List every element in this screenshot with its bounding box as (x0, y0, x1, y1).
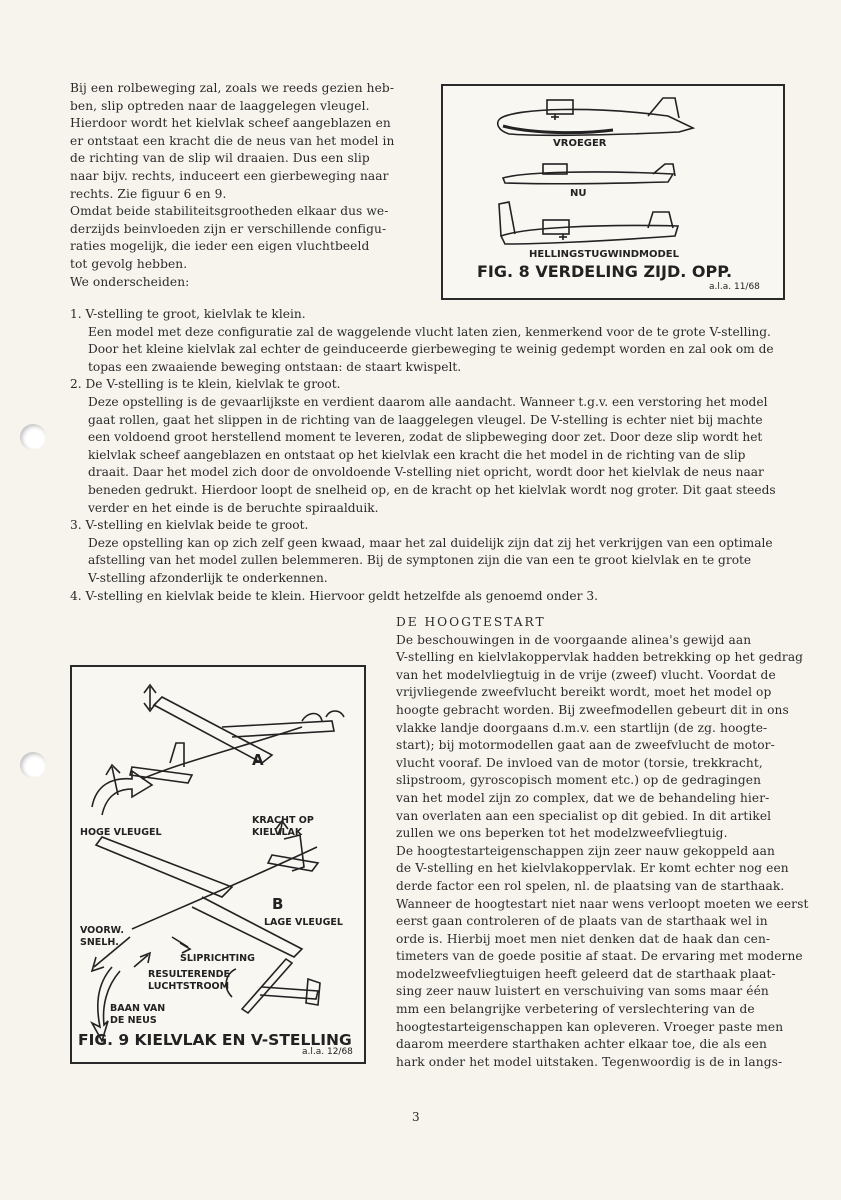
list-item-line: verder en het einde is de beruchte spiraalduik. (88, 500, 379, 515)
section-line: hoogte gebracht worden. Bij zweefmodellen gebeurt dit in ons (396, 702, 789, 717)
glider-nu-fuselage (503, 172, 673, 184)
model-a-stabilizer (130, 767, 192, 783)
list-item-line: Door het kleine kielvlak zal echter de geinduceerde gierbeweging te weinig gedempt worden en zal ook om de (88, 342, 774, 357)
fig9-label-result2: LUCHTSTROOM (148, 981, 230, 992)
section-title: DE HOOGTESTART (396, 615, 546, 629)
arrow-up-down-icon (144, 685, 156, 711)
section-line: V-stelling en kielvlakoppervlak hadden betrekking op het gedrag (396, 650, 804, 665)
section-line: hoogtestarteigenschappen kan opleveren. Vroeger paste men (396, 1019, 784, 1034)
list-item-line: draait. Daar het model zich door de onvoldoende V-stelling niet opricht, wordt door het kielvlak de neus naar (88, 465, 764, 480)
list-item-line: gaat rollen, gaat het slippen in de richting van de laaggelegen vleugel. De V-stelling is echter niet bij machte (88, 412, 763, 427)
section-line: sing zeer nauw luistert en verschuiving van soms maar één (396, 984, 769, 999)
intro-line: de richting van de slip wil draaien. Dus een slip (70, 151, 370, 166)
section-line: timeters van de goede positie af staat. De ervaring met moderne (396, 949, 803, 964)
fig8-caption: FIG. 8 VERDELING ZIJD. OPP. (477, 262, 733, 281)
fig9-label-baan2: DE NEUS (110, 1015, 157, 1026)
arrow-slip-icon (172, 937, 190, 953)
model-b-wing-left (96, 837, 232, 897)
fig9-label-b: B (272, 895, 284, 913)
glider-helling-fuselage (501, 225, 678, 244)
glider-vroeger-keel (503, 126, 613, 133)
fig9-label-voorw1: VOORW. (80, 925, 124, 936)
model-a-fin (170, 743, 184, 767)
list-item-heading: 3. V-stelling en kielvlak beide te groot. (70, 518, 309, 533)
list-item-line: een voldoend groot herstellend moment te leveren, zodat de slipbeweging door zet. Door deze slip wordt het (88, 430, 763, 445)
figure-8 (441, 84, 785, 300)
intro-line: er ontstaat een kracht die de neus van het model in (70, 133, 395, 148)
section-line: zullen we ons beperken tot het modelzweefvliegtuig. (396, 826, 728, 841)
fig9-label-kracht1: KRACHT OP (252, 815, 314, 826)
intro-line: derzijds beinvloeden zijn er verschillende configu- (70, 221, 387, 236)
intro-line: raties mogelijk, die ieder een eigen vluchtbeeld (70, 239, 370, 254)
section-line: derde factor een rol spelen, nl. de plaatsing van de starthaak. (396, 878, 785, 893)
model-b-fin (284, 835, 304, 871)
list-item-heading: 1. V-stelling te groot, kielvlak te klein. (70, 307, 306, 321)
figure-9 (70, 665, 366, 1064)
section-line: van het modelvliegtuig in de vrije (zweef) vlucht. Voordat de (396, 667, 776, 682)
section-line: De beschouwingen in de voorgaande alinea's gewijd aan (396, 632, 752, 647)
section-line: start); bij motormodellen gaat aan de zweefvlucht de motor- (396, 738, 775, 753)
roll-arrows-icon (302, 711, 344, 721)
section-line: mm een belangrijke verbetering of verslechtering van de (396, 1002, 755, 1017)
page-number: 3 (412, 1110, 420, 1124)
intro-line: rechts. Zie figuur 6 en 9. (70, 186, 227, 201)
fig9-label-lage: LAGE VLEUGEL (264, 917, 343, 928)
list-item-heading: 4. V-stelling en kielvlak beide te klein. Hiervoor geldt hetzelfde als genoemd onder 3. (70, 588, 598, 603)
section-line: eerst gaan controleren of de plaats van de starthaak wel in (396, 914, 768, 929)
list-item-line: kielvlak scheef aangeblazen en ontstaat op het kielvlak een kracht die het model in de richting van de slip (88, 447, 746, 462)
section-line: daarom meerdere starthaken achter elkaar toe, die als een (396, 1037, 767, 1052)
list-item-line: V-stelling afzonderlijk te onderkennen. (88, 570, 328, 585)
section-line: vrijvliegende zweefvlucht bereikt wordt, moet het model op (396, 685, 772, 700)
intro-paragraph (70, 80, 400, 291)
fig9-label-a: A (252, 751, 264, 769)
list-item-line: topas een zwaaiende beweging ontstaan: de staart kwispelt. (88, 359, 462, 374)
list-item-heading: 2. De V-stelling is te klein, kielvlak te groot. (70, 377, 341, 392)
section-line: hark onder het model uitstaken. Tegenwoordig is de in langs- (396, 1054, 783, 1069)
section-line: van het model zijn zo complex, dat we de behandeling hier- (396, 790, 770, 805)
fig9-caption: FIG. 9 KIELVLAK EN V-STELLING (78, 1031, 352, 1049)
fig8-label-helling: HELLINGSTUGWINDMODEL (529, 249, 679, 260)
section-line: de V-stelling en het kielvlakoppervlak. Er komt echter nog een (396, 861, 789, 876)
section-line: slipstroom, gyroscopisch moment etc.) op de gedragingen (396, 773, 762, 788)
list-item-line: beneden gedrukt. Hierdoor loopt de snelheid op, en de kracht op het kielvlak wordt nog groter. Dit gaat steeds (88, 482, 776, 497)
fig9-label-voorw2: SNELH. (80, 937, 119, 948)
intro-line: Hierdoor wordt het kielvlak scheef aangeblazen en (70, 116, 391, 131)
section-line: vlucht vooraf. De invloed van de motor (torsie, trekkracht, (396, 755, 763, 770)
fig9-label-result1: RESULTERENDE (148, 969, 230, 980)
arrow-result-icon (134, 953, 150, 967)
fig8-label-vroeger: VROEGER (553, 138, 607, 149)
small-glider-wing (242, 959, 292, 1013)
punch-hole-bottom (20, 752, 46, 778)
glider-vroeger-wing-section (547, 100, 573, 114)
intro-line: Bij een rolbeweging zal, zoals we reeds gezien heb- (70, 81, 395, 95)
intro-line: We onderscheiden: (70, 274, 190, 289)
fig9-label-hoge: HOGE VLEUGEL (80, 827, 162, 838)
hoogtestart-section (396, 614, 809, 1071)
fig8-signature: a.l.a. 11/68 (709, 282, 760, 292)
list-item-line: Deze opstelling kan op zich zelf geen kwaad, maar het zal duidelijk zijn dat zij het verkrijgen van een optimale (88, 535, 773, 550)
list-item-line: afstelling van het model zullen belemmeren. Bij de symptonen zijn die van een te groot kielvlak en te grote (88, 553, 752, 568)
intro-line: naar bijv. rechts, induceert een gierbeweging naar (70, 168, 389, 183)
fig8-label-nu: NU (570, 188, 587, 199)
list-item-line: Deze opstelling is de gevaarlijkste en verdient daarom alle aandacht. Wanneer t.g.v. een verstoring het model (88, 394, 768, 409)
section-line: vlakke landje doorgaans d.m.v. een startlijn (de zg. hoogte- (396, 720, 768, 735)
fig9-label-baan1: BAAN VAN (110, 1003, 166, 1014)
list-item-line: Een model met deze configuratie zal de waggelende vlucht laten zien, kenmerkend voor de te grote V-stelling. (88, 324, 771, 339)
fig9-signature: a.l.a. 12/68 (302, 1047, 353, 1057)
fig9-label-kracht2: KIELVLAK (252, 827, 303, 838)
intro-line: tot gevolg hebben. (70, 256, 188, 271)
section-line: van overlaten aan een specialist op dit gebied. In dit artikel (396, 808, 772, 823)
fig9-label-slip: SLIPRICHTING (180, 953, 255, 964)
configuration-list (70, 306, 790, 605)
punch-hole-top (20, 424, 46, 450)
glider-helling-front-fin (499, 202, 515, 236)
intro-line: Omdat beide stabiliteitsgrootheden elkaar dus we- (70, 204, 389, 219)
intro-line: ben, slip optreden naar de laaggelegen vleugel. (70, 98, 370, 113)
section-line: Wanneer de hoogtestart niet naar wens verloopt moeten we eerst (396, 896, 809, 911)
section-line: orde is. Hierbij moet men niet denken dat de haak dan cen- (396, 931, 771, 946)
section-line: De hoogtestarteigenschappen zijn zeer nauw gekoppeld aan (396, 843, 775, 858)
section-line: modelzweefvliegtuigen heeft geleerd dat de starthaak plaat- (396, 966, 776, 981)
